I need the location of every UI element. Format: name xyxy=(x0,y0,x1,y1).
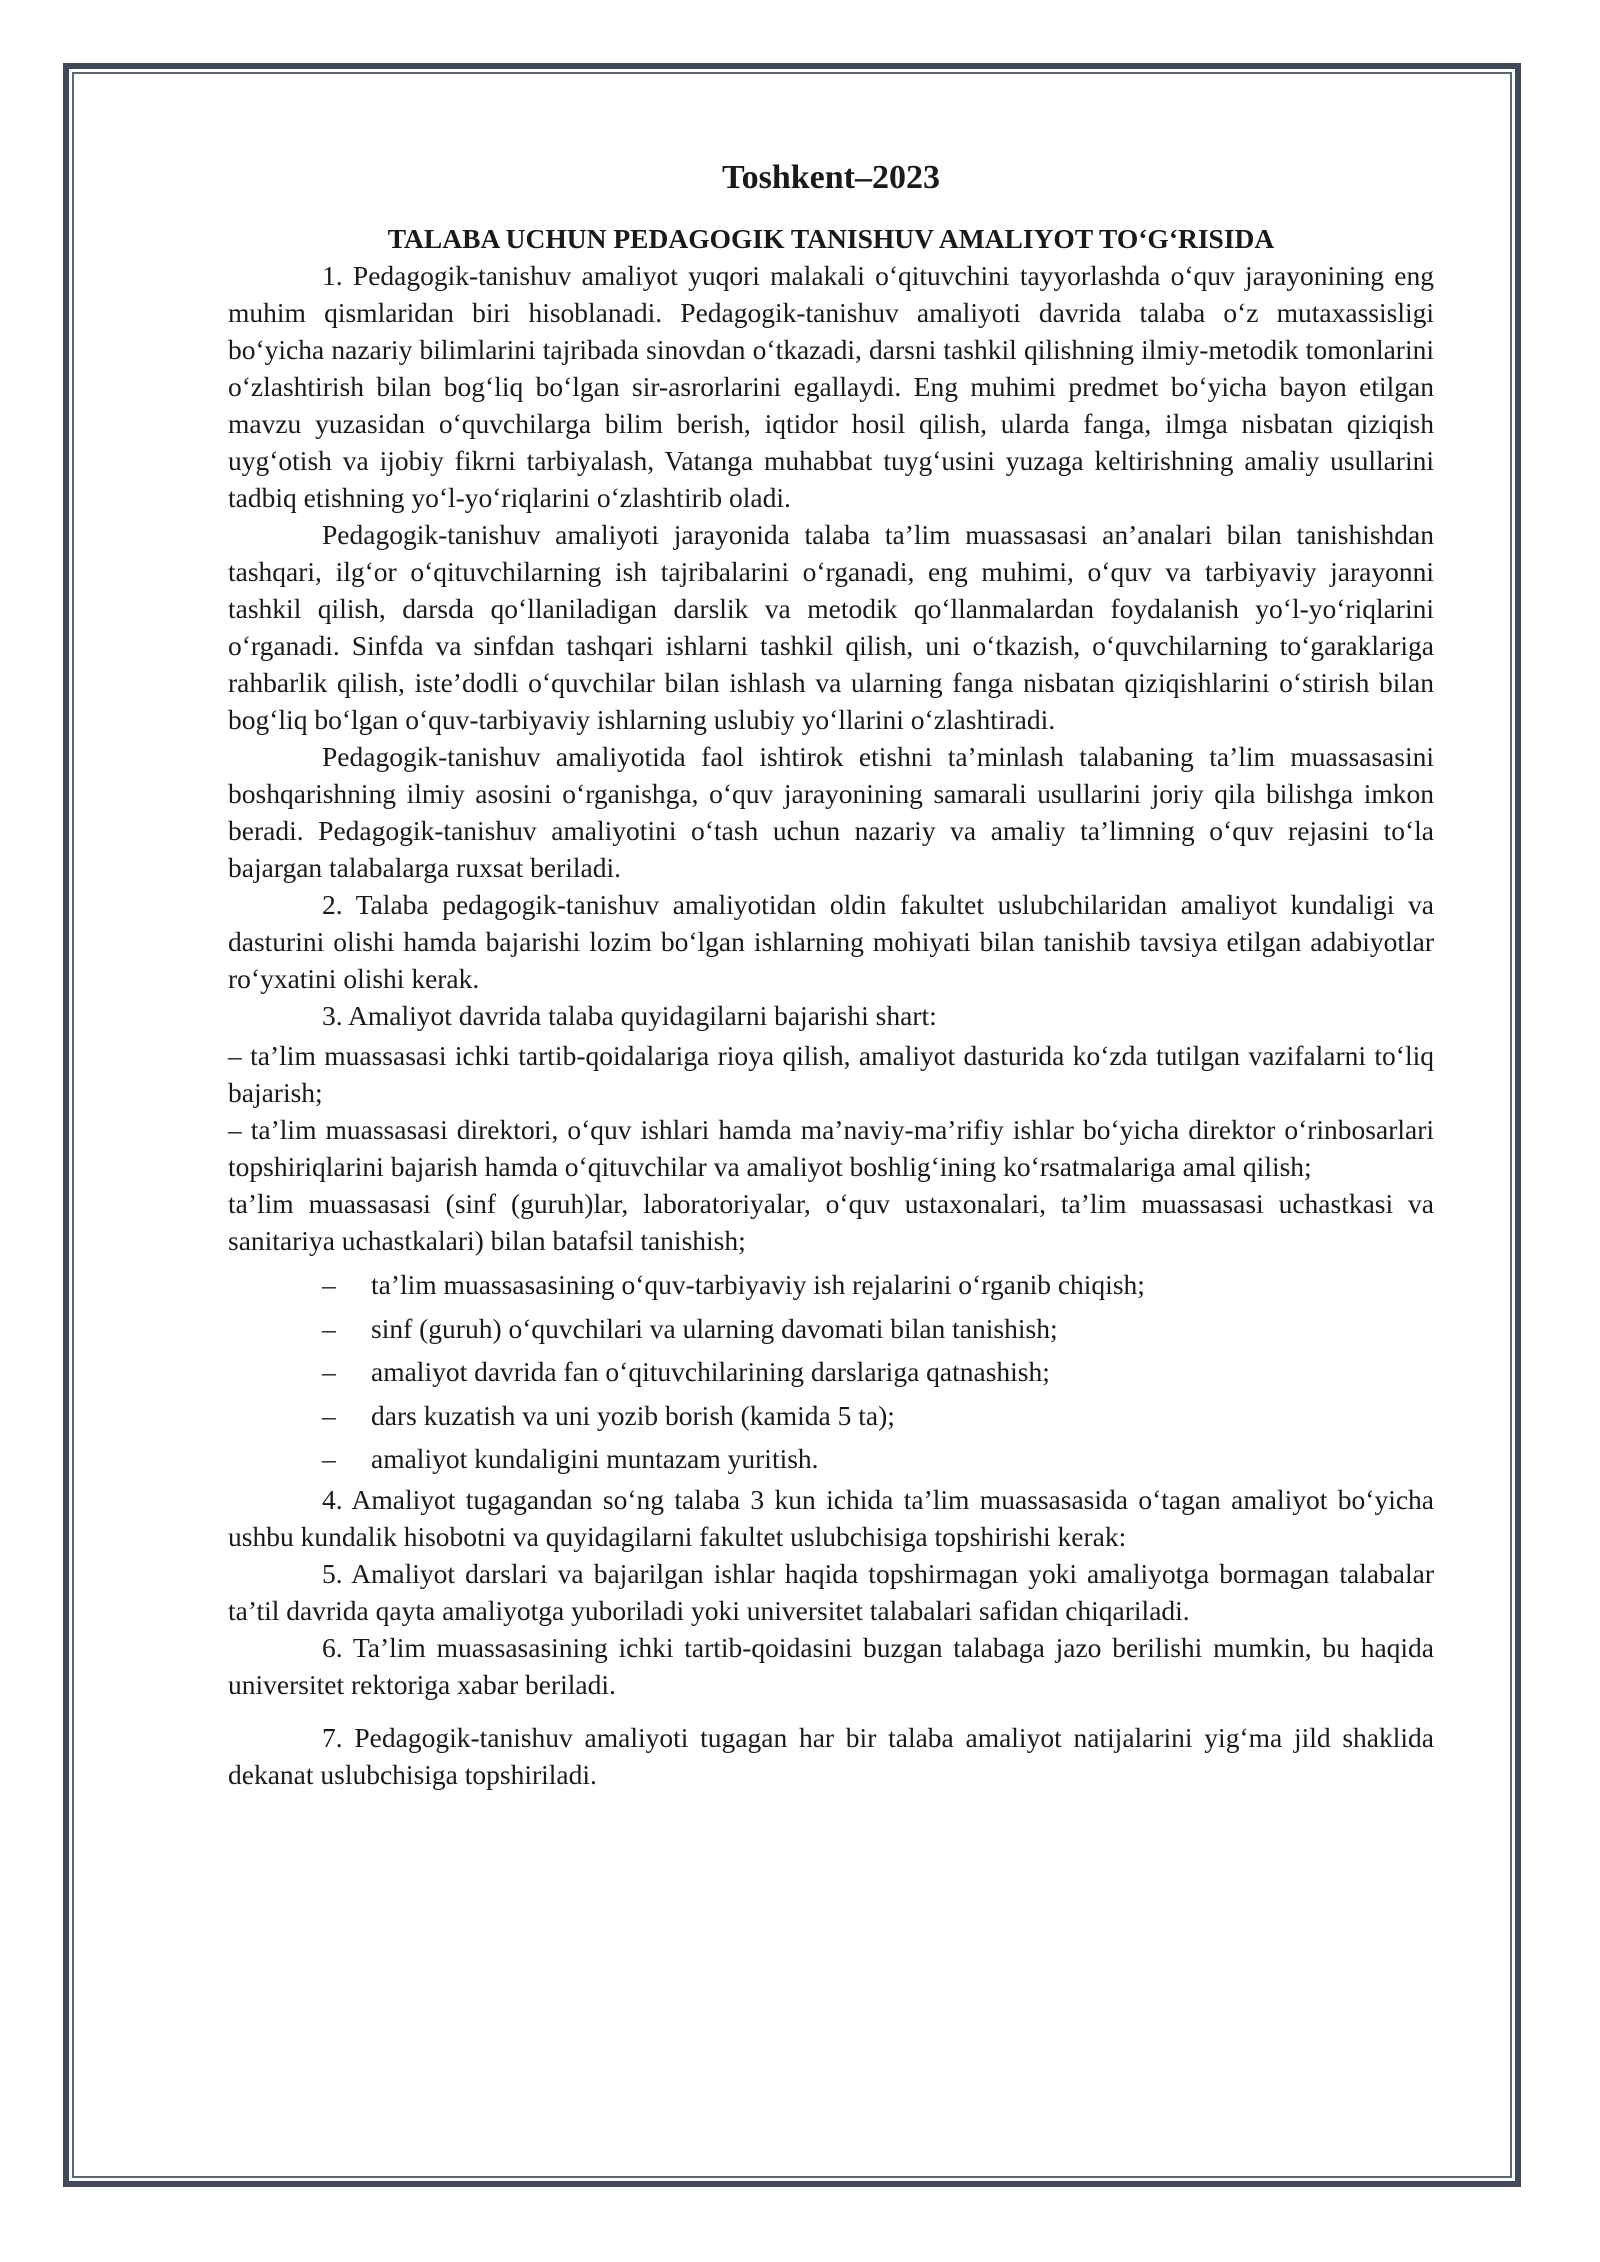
list-item-text: amaliyot kundaligini muntazam yuritish. xyxy=(371,1443,819,1474)
list-item xyxy=(228,1307,1434,1351)
dash-bullet-icon: – xyxy=(322,1443,336,1474)
list-item xyxy=(228,1350,1434,1394)
city-year-heading: Toshkent–2023 xyxy=(722,159,940,196)
dash-bullet-icon: – xyxy=(322,1356,336,1387)
paragraph-3: Pedagogik-tanishuv amaliyotida faol ishtirok etishni ta’minlash talabaning ta’lim muassasasini boshqarishning ilmiy asosini o‘rganishga, o‘quv jarayonining samarali usullarini joriy qila bilishga imkon beradi. Pedagogik-tanishuv amaliyotini o‘tash uchun nazariy va amaliy ta’limning o‘quv rejasini to‘la bajargan talabalarga ruxsat beriladi. xyxy=(228,741,1434,883)
paragraph-4: 2. Talaba pedagogik-tanishuv amaliyotidan oldin fakultet uslubchilaridan amaliyot kundaligi va dasturini olishi hamda bajarishi lozim bo‘lgan ishlarning mohiyati bilan tanishib tavsiya etilgan adabiyotlar ro‘yxatini olishi kerak. xyxy=(228,889,1434,994)
list-item-text: sinf (guruh) o‘quvchilari va ularning davomati bilan tanishish; xyxy=(371,1312,1058,1344)
list-item xyxy=(228,1437,1434,1481)
paragraph-8: 6. Ta’lim muassasasining ichki tartib-qoidasini buzgan talabaga jazo berilishi mumkin, bu haqida universitet rektoriga xabar beriladi. xyxy=(228,1631,1434,1700)
dash-item-1: – ta’lim muassasasi ichki tartib-qoidalariga rioya qilish, amaliyot dasturida ko‘zda tutilgan vazifalarni to‘liq bajarish; xyxy=(228,1040,1434,1108)
dash-bullet-icon: – xyxy=(322,1269,336,1300)
dash-item-2: – ta’lim muassasasi direktori, o‘quv ishlari hamda ma’naviy-ma’rifiy ishlar bo‘yicha direktor o‘rinbosarlari topshiriqlarini bajarish hamda o‘qituvchilar va amaliyot boshlig‘ining ko‘rsatmalariga amal qilish; xyxy=(228,1114,1434,1182)
paragraph-7: 5. Amaliyot darslari va bajarilgan ishlar haqida topshirmagan yoki amaliyotga bormagan talabalar ta’til davrida qayta amaliyotga yuboriladi yoki universitet talabalari safidan chiqariladi. xyxy=(228,1557,1434,1626)
dash-item-3: ta’lim muassasasi (sinf (guruh)lar, laboratoriyalar, o‘quv ustaxonalari, ta’lim muassasasi uchastkasi va sanitariya uchastkalari) bilan batafsil tanishish; xyxy=(228,1188,1434,1256)
paragraph-5: 3. Amaliyot davrida talaba quyidagilarni bajarishi shart: xyxy=(322,1000,937,1031)
list-item-text: dars kuzatish va uni yozib borish (kamida 5 ta); xyxy=(371,1399,895,1431)
list-item-text: ta’lim muassasasining o‘quv-tarbiyaviy ish rejalarini o‘rganib chiqish; xyxy=(371,1269,1145,1300)
paragraph-1: 1. Pedagogik-tanishuv amaliyot yuqori malakali o‘qituvchini tayyorlashda o‘quv jarayonining eng muhim qismlaridan biri hisoblanadi. Pedagogik-tanishuv amaliyoti davrida talaba o‘z mutaxassisligi bo‘yicha nazariy bilimlarini tajribada sinovdan o‘tkazadi, darsni tashkil qilishning ilmiy-metodik tomonlarini o‘zlashtirish bilan bog‘liq bo‘lgan sir-asrorlarini egallaydi. Eng muhimi predmet bo‘yicha bayon etilgan mavzu yuzasidan o‘quvchilarga bilim berish, iqtidor hosil qilish, ularda fanga, ilmga nisbatan qiziqish uyg‘otish va ijobiy fikrni tarbiyalash, Vatanga muhabbat tuyg‘usini yuzaga keltirishning amaliy usullarini tadbiq etishning yo‘l-yo‘riqlarini o‘zlashtirib oladi. xyxy=(228,260,1434,513)
document-body xyxy=(228,146,1434,1793)
list-item xyxy=(228,1394,1434,1438)
paragraph-6: 4. Amaliyot tugagandan so‘ng talaba 3 kun ichida ta’lim muassasasida o‘tagan amaliyot bo‘yicha ushbu kundalik hisobotni va quyidagilarni fakultet uslubchisiga topshirishi kerak: xyxy=(228,1483,1434,1552)
list-item xyxy=(228,1263,1434,1307)
document-title: TALABA UCHUN PEDAGOGIK TANISHUV AMALIYOT TO‘G‘RISIDA xyxy=(387,223,1275,254)
bullet-list xyxy=(228,1263,1434,1481)
dash-bullet-icon: – xyxy=(322,1312,336,1344)
paragraph-2: Pedagogik-tanishuv amaliyoti jarayonida talaba ta’lim muassasasi an’analari bilan tanishishdan tashqari, ilg‘or o‘qituvchilarning ish tajribalarini o‘rganadi, eng muhimi, o‘quv va tarbiyaviy jarayonni tashkil qilish, darsda qo‘llaniladigan darslik va metodik qo‘llanmalardan foydalanish yo‘l-yo‘riqlarini o‘rganadi. Sinfda va sinfdan tashqari ishlarni tashkil qilish, uni o‘tkazish, o‘quvchilarning to‘garaklariga rahbarlik qilish, iste’dodli o‘quvchilar bilan ishlash va ularning fanga nisbatan qiziqishlarini o‘stirish bilan bog‘liq bo‘lgan o‘quv-tarbiyaviy ishlarning uslubiy yo‘llarini o‘zlashtiradi. xyxy=(228,519,1434,735)
paragraph-9: 7. Pedagogik-tanishuv amaliyoti tugagan har bir talaba amaliyot natijalarini yig‘ma jild shaklida dekanat uslubchisiga topshiriladi. xyxy=(228,1721,1434,1790)
dash-bullet-icon: – xyxy=(322,1399,336,1431)
list-item-text: amaliyot davrida fan o‘qituvchilarining darslariga qatnashish; xyxy=(371,1356,1050,1387)
